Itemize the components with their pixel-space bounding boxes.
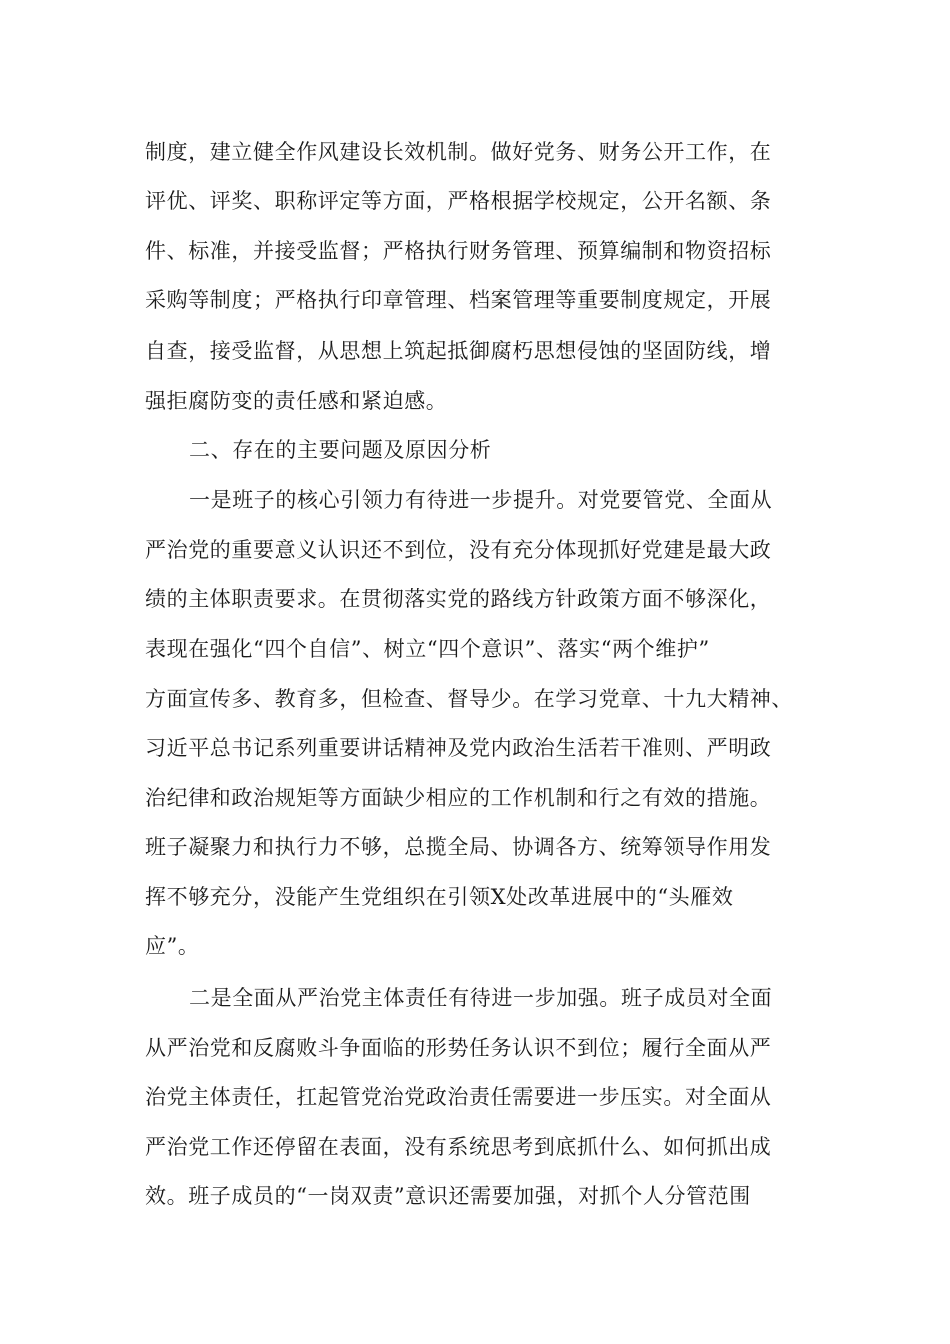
paragraph-first-line: 一是班子的核心引领力有待进一步提升。对党要管党、全面从	[189, 488, 773, 512]
section-heading: 二、存在的主要问题及原因分析	[189, 438, 492, 462]
text-line: 治党主体责任，扛起管党治党政治责任需要进一步压实。对全面从	[145, 1085, 772, 1109]
text-line: 挥不够充分，没能产生党组织在引领X处改革进展中的“头雁效	[145, 885, 734, 909]
text-line: 方面宣传多、教育多，但检查、督导少。在学习党章、十九大精神、	[145, 687, 793, 711]
text-line: 评优、评奖、职称评定等方面，严格根据学校规定，公开名额、条	[145, 189, 772, 213]
text-line: 绩的主体职责要求。在贯彻落实党的路线方针政策方面不够深化，	[145, 587, 772, 611]
text-line: 治纪律和政治规矩等方面缺少相应的工作机制和行之有效的措施。	[145, 786, 772, 810]
text-line: 应”。	[145, 934, 200, 958]
text-line: 严治党的重要意义认识还不到位，没有充分体现抓好党建是最大政	[145, 538, 772, 562]
text-line: 效。班子成员的“一岗双责”意识还需要加强，对抓个人分管范围	[145, 1184, 751, 1208]
text-line: 表现在强化“四个自信”、树立“四个意识”、落实“两个维护”	[145, 637, 710, 661]
text-line: 自查，接受监督，从思想上筑起抵御腐朽思想侵蚀的坚固防线，增	[145, 339, 772, 363]
text-line: 习近平总书记系列重要讲话精神及党内政治生活若干准则、严明政	[145, 736, 772, 760]
text-line: 班子凝聚力和执行力不够，总揽全局、协调各方、统筹领导作用发	[145, 835, 772, 859]
text-line: 件、标准，并接受监督；严格执行财务管理、预算编制和物资招标	[145, 239, 772, 263]
text-line: 严治党工作还停留在表面，没有系统思考到底抓什么、如何抓出成	[145, 1135, 772, 1159]
text-line: 采购等制度；严格执行印章管理、档案管理等重要制度规定，开展	[145, 288, 772, 312]
text-line: 从严治党和反腐败斗争面临的形势任务认识不到位；履行全面从严	[145, 1036, 772, 1060]
text-line: 强拒腐防变的责任感和紧迫感。	[145, 389, 448, 413]
paragraph-first-line: 二是全面从严治党主体责任有待进一步加强。班子成员对全面	[189, 986, 773, 1010]
text-line: 制度，建立健全作风建设长效机制。做好党务、财务公开工作，在	[145, 140, 772, 164]
